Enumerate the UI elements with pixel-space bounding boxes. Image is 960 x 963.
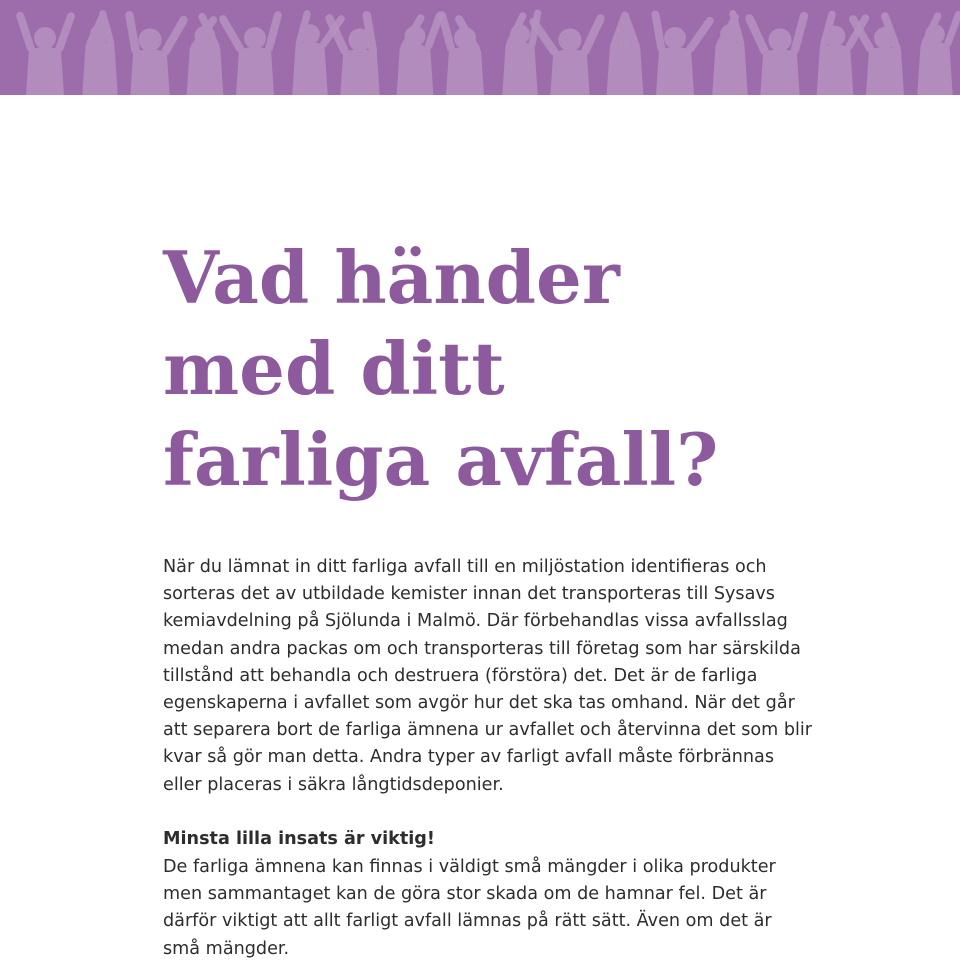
dancer-silhouette bbox=[606, 11, 644, 95]
section-heading: Minsta lilla insats är viktig! bbox=[163, 829, 435, 849]
dancer-silhouette bbox=[292, 9, 346, 95]
header-banner bbox=[0, 0, 960, 95]
title-line-1: Vad händer bbox=[163, 235, 620, 320]
title-line-3: farliga avfall? bbox=[163, 417, 719, 502]
dancing-crowd-image bbox=[0, 0, 960, 95]
dancer-silhouette bbox=[324, 10, 381, 95]
dancer-silhouette bbox=[437, 10, 485, 95]
dancer-silhouette bbox=[744, 11, 809, 95]
dancer-silhouette bbox=[816, 10, 871, 95]
intro-paragraph: När du lämnat in ditt farliga avfall till en miljöstation identifieras och sorteras det av utbildade kemister innan det transporteras till Sysavs kemiavdelning på Sjölunda i Malmö. Där förbehandlas vissa avfallsslag medan andra packas om och transporteras till företag som har särskilda tillstånd att behandla och destruera (förstöra) det. Det är de farliga egenskaperna i avfallet som avgör hur det ska tas omhand. När det går att separera bort de farliga ämnena ur avfallet och återvinna det som blir kvar så gör man detta. Andra typer av farligt avfall måste förbrännas eller placeras i säkra långtidsdeponier. bbox=[163, 557, 813, 795]
page-title bbox=[163, 232, 718, 505]
dancer-silhouette bbox=[82, 9, 118, 95]
dancer-silhouette bbox=[712, 9, 748, 95]
dancer-silhouette bbox=[917, 10, 960, 95]
dancer-silhouette bbox=[15, 11, 76, 95]
dancer-silhouette bbox=[396, 11, 445, 95]
dancer-silhouette bbox=[125, 10, 190, 95]
dancer-silhouette bbox=[528, 13, 606, 95]
dancer-silhouette bbox=[651, 10, 716, 95]
dancer-silhouette bbox=[186, 12, 224, 95]
section-paragraph: De farliga ämnena kan finnas i väldigt små mängder i olika produkter men sammantaget kan de göra stor skada om de hamnar fel. Det är därför viktigt att allt farligt avfall lämnas på rätt sätt. Även om det är små mängder. bbox=[163, 857, 776, 959]
dancer-silhouette bbox=[848, 11, 905, 95]
dancer-silhouette bbox=[218, 10, 283, 95]
title-line-2: med ditt bbox=[163, 326, 505, 411]
